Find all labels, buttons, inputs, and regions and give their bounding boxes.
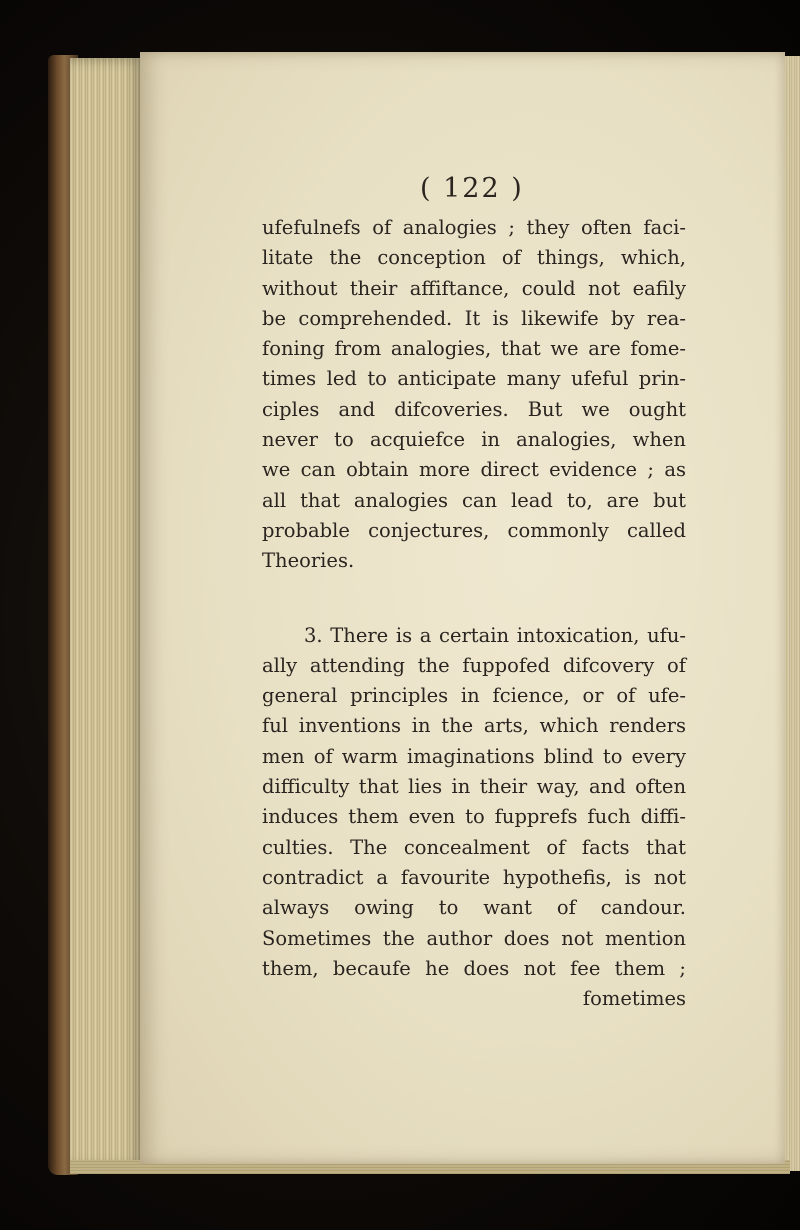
- page-edges-left: [70, 58, 145, 1168]
- text-line: probable conjectures, commonly called: [262, 518, 686, 542]
- text-line: contradict a favourite hypothefis, is not: [262, 865, 686, 889]
- body-text: [262, 213, 686, 1014]
- text-line: foning from analogies, that we are fome-: [262, 337, 686, 361]
- text-line: them, becaufe he does not fee them ;: [262, 956, 686, 980]
- text-line: ful inventions in the arts, which renders: [262, 714, 686, 738]
- text-line: induces them even to fupprefs fuch diffi-: [262, 805, 686, 829]
- text-line: never to acquiefce in analogies, when: [262, 428, 686, 452]
- text-line: we can obtain more direct evidence ; as: [262, 458, 686, 482]
- text-line: Theories.: [262, 549, 355, 573]
- text-line: ufefulnefs of analogies ; they often faci-: [262, 216, 686, 239]
- paragraph-gap: [262, 577, 686, 621]
- text-line: be comprehended. It is likewife by rea-: [262, 306, 686, 330]
- text-line: without their affiftance, could not eafily: [262, 276, 686, 300]
- catchword: fometimes: [582, 987, 686, 1011]
- text-line: litate the conception of things, which,: [262, 246, 686, 270]
- text-line: difficulty that lies in their way, and often: [262, 775, 686, 799]
- text-line: always owing to want of candour.: [262, 896, 686, 920]
- text-line: culties. The concealment of facts that: [262, 835, 686, 859]
- text-line: times led to anticipate many ufeful prin-: [262, 367, 686, 391]
- text-line: ally attending the fuppofed difcovery of: [262, 653, 686, 677]
- text-line: Sometimes the author does not mention: [262, 926, 686, 950]
- page-number-header: ( 122 ): [420, 173, 524, 204]
- text-line: general principles in fcience, or of ufe-: [262, 684, 686, 708]
- text-line: all that analogies can lead to, are but: [262, 488, 686, 512]
- paragraph-1: [262, 213, 686, 577]
- paragraph-2: [262, 621, 686, 1015]
- text-line: 3. There is a certain intoxication, ufu-: [304, 623, 686, 647]
- text-line: ciples and difcoveries. But we ought: [262, 397, 686, 421]
- text-line: men of warm imaginations blind to every: [262, 744, 686, 768]
